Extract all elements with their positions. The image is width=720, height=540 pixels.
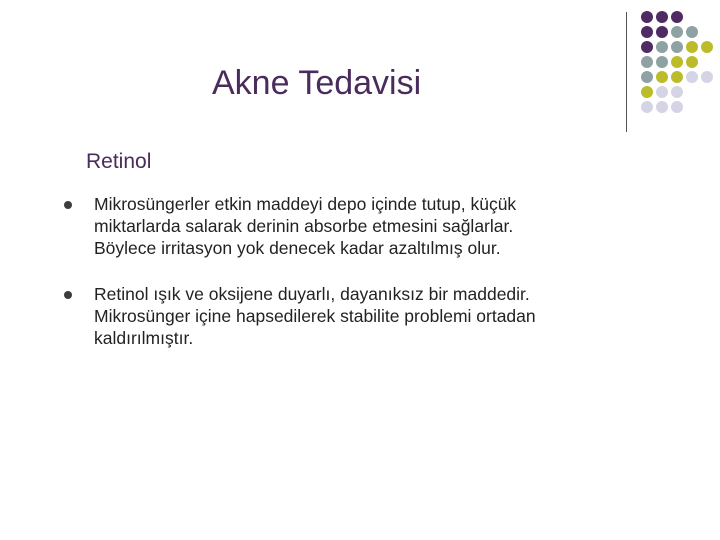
bullet-text (94, 283, 664, 349)
decorative-dot (671, 26, 683, 38)
decorative-dot (671, 71, 683, 83)
decorative-dot (656, 101, 668, 113)
decorative-dot (701, 71, 713, 83)
slide-title: Akne Tedavisi (212, 64, 422, 102)
decorative-dot (656, 26, 668, 38)
decorative-dot (686, 41, 698, 53)
bullet-line: Mikrosüngerler etkin maddeyi depo içinde tutup, küçük (94, 194, 517, 214)
decorative-dot (656, 71, 668, 83)
decorative-dot (641, 56, 653, 68)
decorative-dot (686, 56, 698, 68)
decorative-dot (656, 56, 668, 68)
decorative-dot (671, 41, 683, 53)
decorative-dot (641, 86, 653, 98)
decorative-dot (671, 101, 683, 113)
decorative-dot (656, 41, 668, 53)
decorative-dot (671, 56, 683, 68)
decorative-dot (686, 26, 698, 38)
bullet-item (64, 193, 664, 259)
decorative-dot (641, 26, 653, 38)
bullet-line: Böylece irritasyon yok denecek kadar azaltılmış olur. (94, 238, 501, 258)
title-divider (626, 12, 627, 132)
decorative-dot (686, 71, 698, 83)
decorative-dot (701, 41, 713, 53)
decorative-dot (641, 71, 653, 83)
decorative-dot (641, 41, 653, 53)
bullet-line: kaldırılmıştır. (94, 328, 194, 348)
decorative-dot (671, 86, 683, 98)
decorative-dot (671, 11, 683, 23)
decorative-dot (641, 11, 653, 23)
bullet-item (64, 283, 664, 349)
bullet-line: Retinol ışık ve oksijene duyarlı, dayanıksız bir maddedir. (94, 284, 530, 304)
bullet-list (64, 193, 664, 373)
bullet-line: Mikrosünger içine hapsedilerek stabilite problemi ortadan (94, 306, 536, 326)
bullet-line: miktarlarda salarak derinin absorbe etmesini sağlarlar. (94, 216, 514, 236)
slide-subtitle: Retinol (86, 150, 152, 173)
decorative-dot (641, 101, 653, 113)
bullet-text (94, 193, 664, 259)
decorative-dot (656, 86, 668, 98)
bullet-marker (64, 201, 72, 209)
decorative-dot (656, 11, 668, 23)
bullet-marker (64, 291, 72, 299)
